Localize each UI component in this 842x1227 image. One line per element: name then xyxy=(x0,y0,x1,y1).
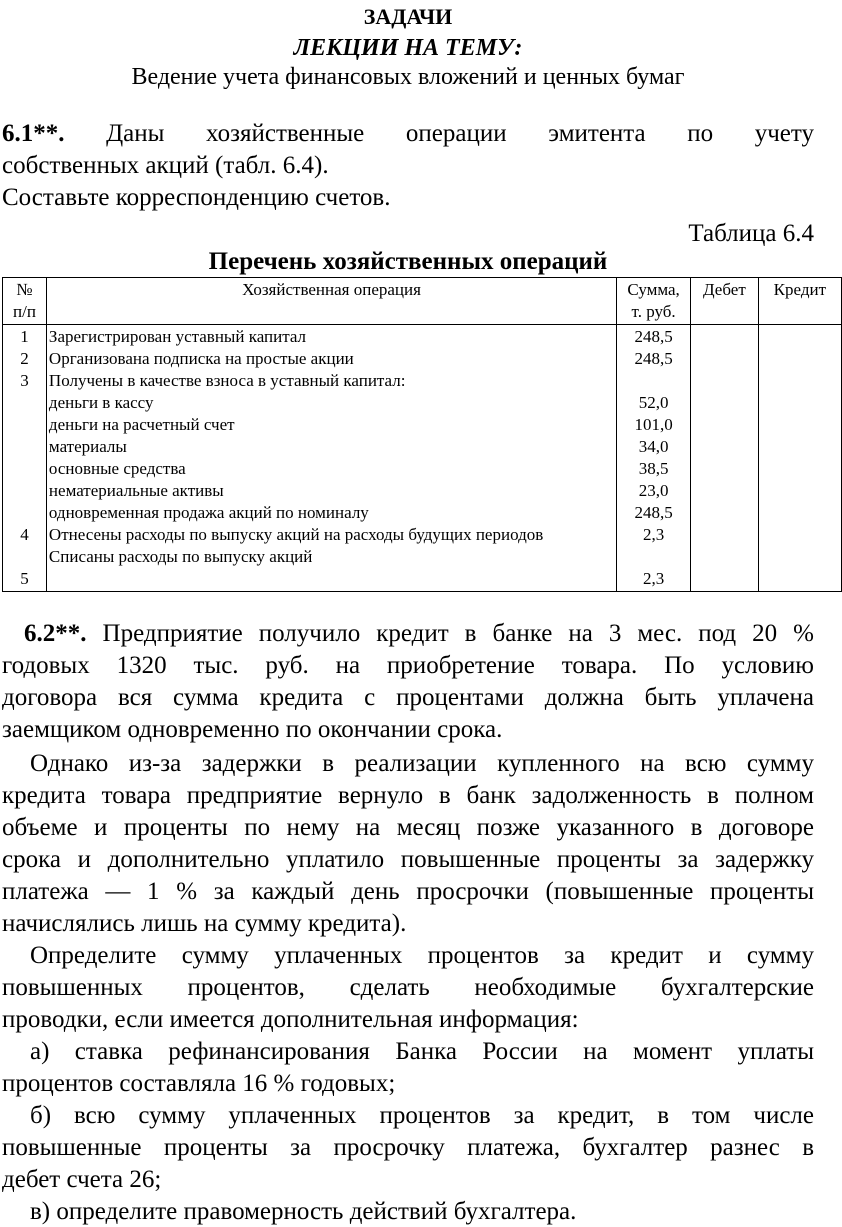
table-title: Перечень хозяйственных операций xyxy=(208,248,608,275)
task-6-2-p1-text: Предприятие получило кредит в банке на 3 мес. под 20 % xyxy=(102,620,814,647)
table-header-row xyxy=(3,278,842,325)
task-6-2-p3-l3: проводки, если имеется дополнительная информация: xyxy=(2,1006,579,1033)
row-operation: Отнесены расходы по выпуску акций на расходы будущих периодов xyxy=(48,525,544,544)
task-6-2-p2-l2: кредита товара предприятие вернуло в банк задолженность в полном xyxy=(2,782,814,809)
task-6-2-p1-l4: заемщиком одновременно по окончании срока. xyxy=(2,716,503,743)
row-sum: 2,3 xyxy=(642,569,665,588)
task-6-2-a-l1: а) ставка рефинансирования Банка России на момент уплаты xyxy=(30,1038,814,1065)
table-body-row xyxy=(3,325,842,592)
header-sum: Сумма, т. руб. xyxy=(617,278,691,325)
row-number xyxy=(5,436,44,458)
task-6-2-p2-l5: платежа — 1 % за каждый день просрочки (повышенные проценты xyxy=(2,878,814,905)
header-operation: Хозяйственная операция xyxy=(46,278,616,325)
debit-column xyxy=(691,325,759,592)
row-operation: материалы xyxy=(48,437,127,456)
row-number: 1 xyxy=(20,327,29,346)
task-6-2-p1-l1 xyxy=(2,618,814,649)
table-caption: Таблица 6.4 xyxy=(688,220,814,247)
task-6-2-p2-l4: срока и дополнительно уплатило повышенные проценты за задержку xyxy=(2,846,814,873)
row-sum: 248,5 xyxy=(634,349,673,368)
task-6-2-b-l2: повышенные проценты за просрочку платежа, бухгалтер разнес в xyxy=(2,1134,814,1161)
row-number xyxy=(5,502,44,524)
task-6-2-c-l1: в) определите правомерность действий бухгалтера. xyxy=(30,1198,577,1225)
row-number xyxy=(5,546,44,568)
task-6-2-p3-l2: повышенных процентов, сделать необходимые бухгалтерские xyxy=(2,974,814,1001)
row-operation: деньги на расчетный счет xyxy=(48,415,235,434)
lecture-heading: ЛЕКЦИИ НА ТЕМУ: xyxy=(293,35,523,61)
numbers-column xyxy=(3,325,47,592)
topic-heading: Ведение учета финансовых вложений и ценных бумаг xyxy=(131,64,685,90)
row-sum: 34,0 xyxy=(638,437,669,456)
row-operation: одновременная продажа акций по номиналу xyxy=(48,503,369,522)
row-sum: 248,5 xyxy=(634,503,673,522)
operations-table xyxy=(2,277,842,592)
credit-column xyxy=(758,325,841,592)
row-number: 3 xyxy=(20,371,29,390)
row-sum xyxy=(619,370,688,392)
row-operation: нематериальные активы xyxy=(48,481,224,500)
task-6-2-b-l1: б) всю сумму уплаченных процентов за кредит, в том числе xyxy=(30,1102,814,1129)
task-6-2-p2-l3: объеме и проценты по нему на месяц позже указанного в договоре xyxy=(2,814,814,841)
header-debit: Дебет xyxy=(691,278,759,325)
task-6-2-p1-l3: договора вся сумма кредита с процентами должна быть уплачена xyxy=(2,684,814,711)
row-number xyxy=(5,414,44,436)
header-number: № п/п xyxy=(3,278,47,325)
row-sum: 248,5 xyxy=(634,327,673,346)
task-6-2-p3-l1: Определите сумму уплаченных процентов за кредит и сумму xyxy=(30,942,814,969)
task-6-1-line-2: собственных акций (табл. 6.4). xyxy=(2,152,329,179)
task-6-2-p1-l2: годовых 1320 тыс. руб. на приобретение товара. По условию xyxy=(2,652,814,679)
row-sum: 2,3 xyxy=(642,525,665,544)
row-operation: Организована подписка на простые акции xyxy=(48,349,354,368)
row-sum: 52,0 xyxy=(638,393,669,412)
tasks-heading: ЗАДАЧИ xyxy=(363,4,453,29)
sums-column xyxy=(617,325,691,592)
row-operation: деньги в кассу xyxy=(48,393,154,412)
task-6-1-number: 6.1**. xyxy=(2,120,65,147)
task-6-1-text-1: Даны хозяйственные операции эмитента по учету xyxy=(106,120,814,147)
task-6-1-line-1 xyxy=(2,118,814,149)
row-operation: Получены в качестве взноса в уставный капитал: xyxy=(48,371,406,390)
row-operation: Зарегистрирован уставный капитал xyxy=(48,327,307,346)
task-6-2-p2-l1: Однако из-за задержки в реализации купленного на всю сумму xyxy=(30,750,814,777)
row-operation xyxy=(49,568,614,590)
row-sum: 101,0 xyxy=(634,415,673,434)
task-6-2-p2-l6: начислялись лишь на сумму кредита). xyxy=(2,910,407,937)
row-sum: 38,5 xyxy=(638,459,669,478)
operations-column xyxy=(46,325,616,592)
task-6-2-a-l2: процентов составляла 16 % годовых; xyxy=(2,1070,396,1097)
row-number xyxy=(5,392,44,414)
row-number: 2 xyxy=(20,349,29,368)
header-credit: Кредит xyxy=(758,278,841,325)
task-6-1-line-3: Составьте корреспонденцию счетов. xyxy=(2,184,391,211)
row-operation: Списаны расходы по выпуску акций xyxy=(48,547,313,566)
row-sum: 23,0 xyxy=(638,481,669,500)
row-operation: основные средства xyxy=(48,459,186,478)
row-number: 4 xyxy=(20,525,29,544)
row-number xyxy=(5,458,44,480)
task-6-2-b-l3: дебет счета 26; xyxy=(2,1166,162,1193)
row-sum xyxy=(619,546,688,568)
task-6-2-number: 6.2**. xyxy=(24,620,87,647)
row-number xyxy=(5,480,44,502)
row-number: 5 xyxy=(20,569,29,588)
